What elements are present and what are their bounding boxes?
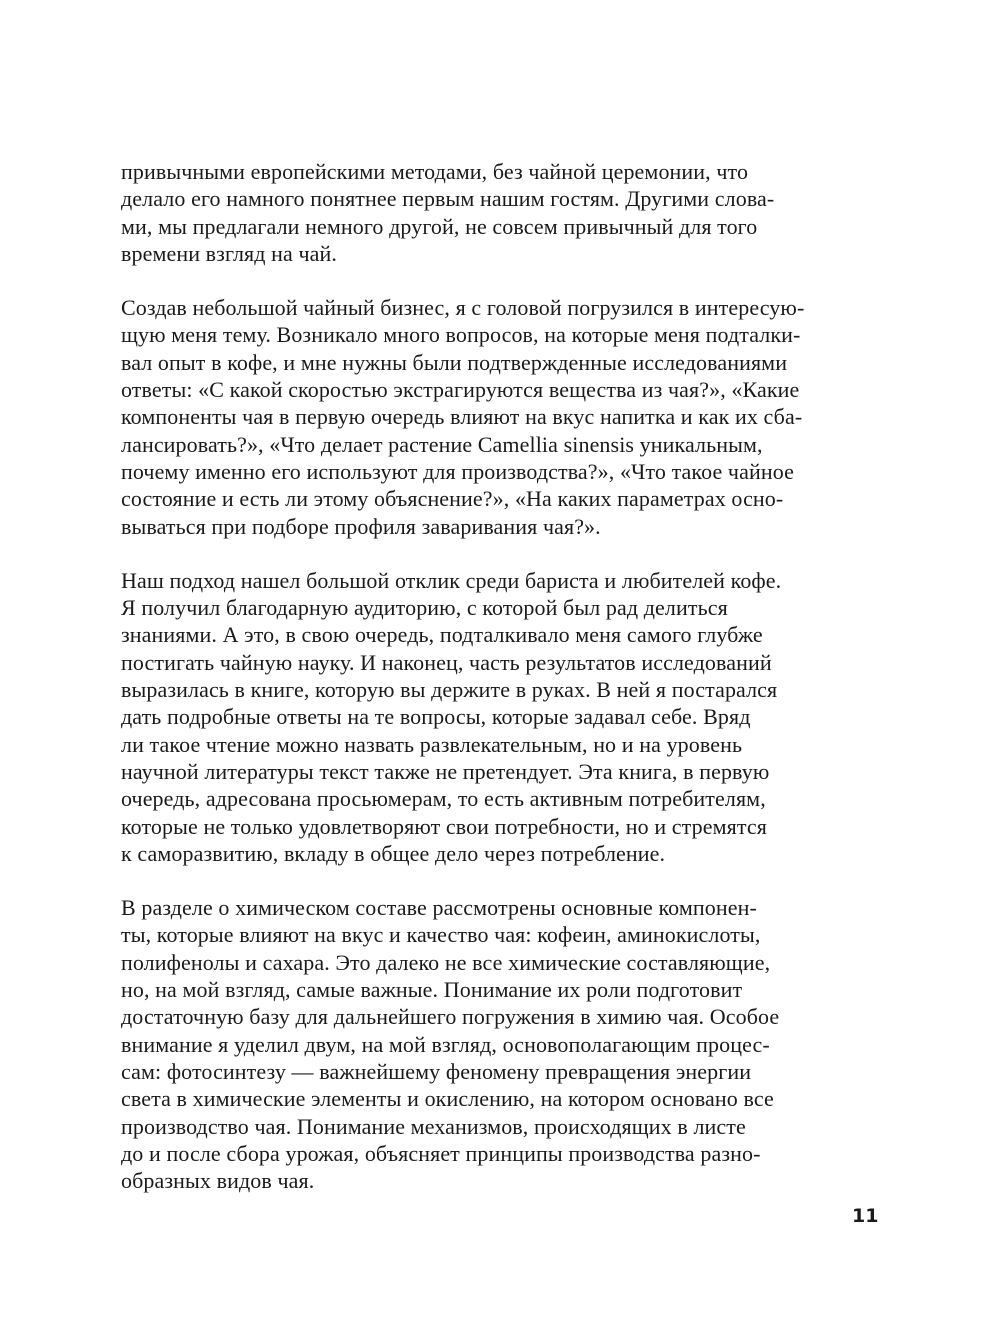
text-line: компоненты чая в первую очередь влияют на вкус напитка и как их сба-: [121, 404, 803, 430]
text-line: привычными европейскими методами, без чайной церемонии, что: [121, 159, 749, 184]
text-line: света в химические элементы и окислению, на котором основано все: [121, 1086, 774, 1112]
text-line: вываться при подборе профиля заваривания чая?».: [121, 513, 601, 539]
text-line: состояние и есть ли этому объяснение?», «На каких параметрах осно-: [121, 486, 784, 512]
text-line: почему именно его используют для производства?», «Что такое чайное: [121, 458, 794, 484]
text-line: которые не только удовлетворяют свои потребности, но и стремятся: [121, 813, 767, 839]
text-line: полифенолы и сахара. Это далеко не все химические составляющие,: [121, 949, 771, 975]
text-line: Создав небольшой чайный бизнес, я с головой погрузился в интересую-: [121, 295, 805, 321]
text-line: лансировать?», «Что делает растение Camellia sinensis уникальным,: [121, 431, 763, 457]
text-line: образных видов чая.: [121, 1168, 315, 1194]
text-line: очередь, адресована просьюмерам, то есть активным потребителям,: [121, 786, 766, 812]
body-text: [121, 158, 841, 1221]
text-line: достаточную базу для дальнейшего погружения в химию чая. Особое: [121, 1004, 780, 1030]
text-line: сам: фотосинтезу — важнейшему феномену превращения энергии: [121, 1058, 752, 1084]
text-line: знаниями. А это, в свою очередь, подталкивало меня самого глубже: [121, 622, 763, 648]
text-line: постигать чайную науку. И наконец, часть результатов исследований: [121, 649, 772, 675]
text-line: но, на мой взгляд, самые важные. Понимание их роли подготовит: [121, 977, 743, 1003]
text-line: ответы: «С какой скоростью экстрагируются вещества из чая?», «Какие: [121, 377, 800, 403]
paragraph-1: [121, 158, 841, 267]
page-number: 11: [852, 1205, 879, 1227]
text-line: щую меня тему. Возникало много вопросов, на которые меня подталки-: [121, 322, 801, 348]
text-line: делало его намного понятнее первым нашим гостям. Другими слова-: [121, 186, 775, 212]
text-line: ли такое чтение можно назвать развлекательным, но и на уровень: [121, 731, 743, 757]
text-line: В разделе о химическом составе рассмотрены основные компонен-: [121, 895, 757, 921]
text-line: до и после сбора урожая, объясняет принципы производства разно-: [121, 1140, 761, 1166]
text-line: вал опыт в кофе, и мне нужны были подтвержденные исследованиями: [121, 349, 788, 375]
text-line: ты, которые влияют на вкус и качество чая: кофеин, аминокислоты,: [121, 922, 761, 948]
text-line: времени взгляд на чай.: [121, 240, 338, 266]
paragraph-2: [121, 294, 841, 540]
text-line: Наш подход нашел большой отклик среди бариста и любителей кофе.: [121, 567, 782, 593]
text-line: к саморазвитию, вкладу в общее дело через потребление.: [121, 840, 666, 866]
text-line: дать подробные ответы на те вопросы, которые задавал себе. Вряд: [121, 704, 751, 730]
paragraph-3: [121, 567, 841, 867]
text-line: научной литературы текст также не претендует. Эта книга, в первую: [121, 758, 770, 784]
text-line: производство чая. Понимание механизмов, происходящих в листе: [121, 1113, 746, 1139]
text-line: ми, мы предлагали немного другой, не совсем привычный для того: [121, 213, 758, 239]
paragraph-4: [121, 894, 841, 1194]
text-line: внимание я уделил двум, на мой взгляд, основополагающим процес-: [121, 1031, 770, 1057]
text-line: выразилась в книге, которую вы держите в руках. В ней я постарался: [121, 677, 778, 703]
text-line: Я получил благодарную аудиторию, с которой был рад делиться: [121, 595, 728, 621]
